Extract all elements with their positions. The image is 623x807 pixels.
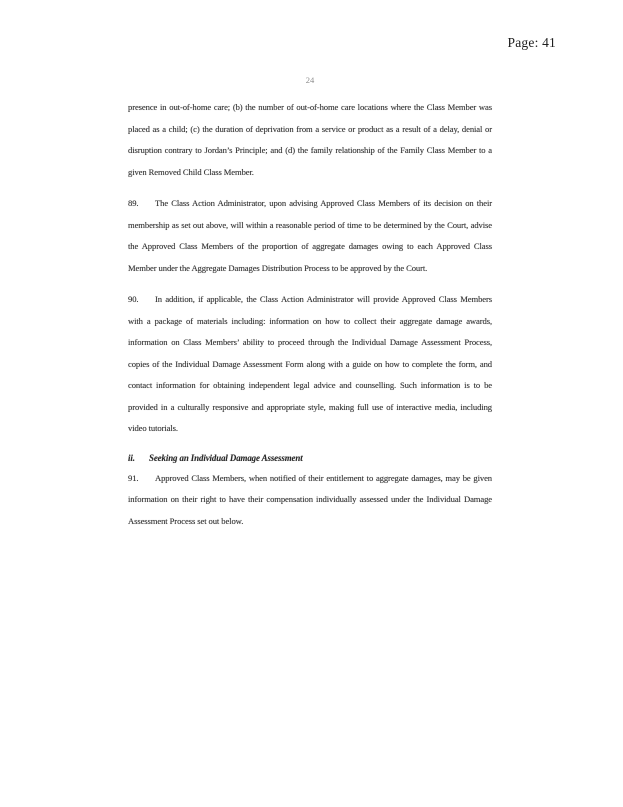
document-paragraph [128,97,492,183]
paragraph-text: Approved Class Members, when notified of their entitlement to aggregate damages, may be given information on their right to have their compensation individually assessed under the Individual Damage Assessment Process set out below. [128,472,492,526]
document-paragraph [128,468,492,533]
paragraph-text: presence in out-of-home care; (b) the number of out-of-home care locations where the Class Member was placed as a child; (c) the duration of deprivation from a service or product as a result of a delay, denial or disruption contrary to Jordan’s Principle; and (d) the family relationship of the Family Class Member to a given Removed Child Class Member. [128,102,492,177]
paragraph-number: ii. [128,452,135,463]
paragraph-number: 89. [128,198,139,208]
paragraph-text: In addition, if applicable, the Class Action Administrator will provide Approved Class Members with a package of materials including: information on how to collect their aggregate damage awards, information on Class Members’ ability to proceed through the Individual Damage Assessment Process, copies of the Individual Damage Assessment Form along with a guide on how to complete the form, and contact information for obtaining independent legal advice and counselling. Such information is to be provided in a culturally responsive and appropriate style, making full use of interactive media, including video tutorials. [128,294,492,433]
document-paragraph [128,289,492,440]
document-paragraphs [128,97,492,542]
paragraph-text: Seeking an Individual Damage Assessment [149,452,303,463]
document-page-number: 24 [305,75,315,85]
viewer-page-indicator: Page: 41 [507,35,556,50]
paragraph-number: 90. [128,294,139,304]
paragraph-number: 91. [128,472,139,483]
document-paragraph [128,193,492,279]
paragraph-text: The Class Action Administrator, upon advising Approved Class Members of its decision on their membership as set out above, will within a reasonable period of time to be determined by the Court, advise the Approved Class Members of the proportion of aggregate damages owing to each Approved Class Member under the Aggregate Damages Distribution Process to be approved by the Court. [128,198,492,273]
section-heading [128,450,492,467]
